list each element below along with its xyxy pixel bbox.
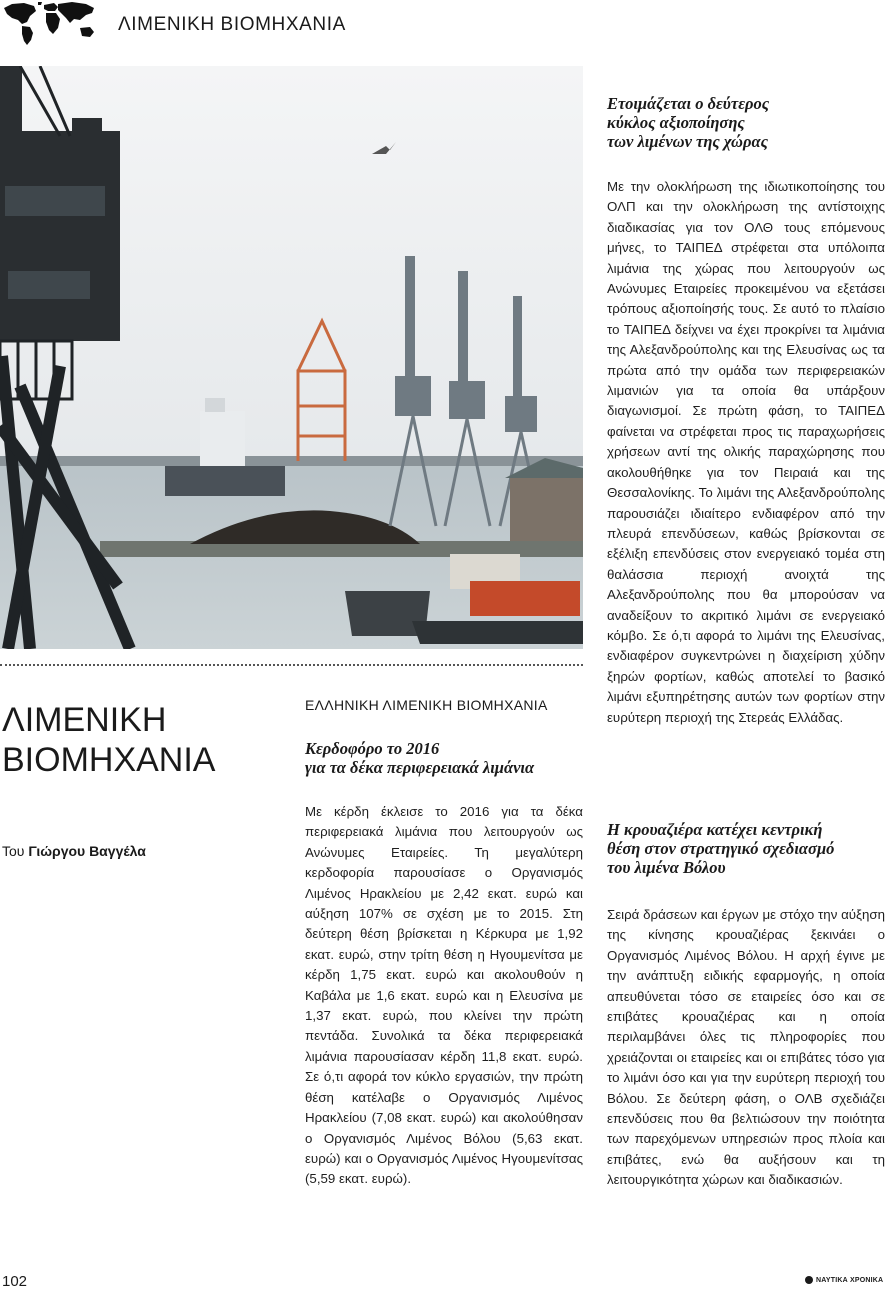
section-divider — [0, 664, 583, 666]
section-title-line1: ΛΙΜΕΝΙΚΗ — [2, 701, 167, 739]
article-body-cruise: Σειρά δράσεων και έργων με στόχο την αύξηση της κίνησης κρουαζιέρας ξεκινάει ο Οργανισμός Λιμένος Βόλου. Η αρχή έγινε με την ανάπτυξη ειδικής εφαρμογής, η οποία απευθύνεται τόσο σε εταιρείες όσο και σε επιβάτες κρουαζιέρας και η οποία περιλαμβάνει όλες τις πληροφορίες που χρειάζονται οι εταιρείες και οι επιβάτες τόσο για το λιμάνι όσο και για την ευρύτερη περιοχή του Βόλου. Σε δεύτερη φάση, ο ΟΛΒ σχεδιάζει επενδύσεις που θα βελτιώσουν την ποιότητα των παρεχόμενων υπηρεσιών προς πλοία και επιβάτες, ενώ θα αυξήσουν και τη λειτουργικότητα χώρων και διαδικασιών. — [607, 907, 885, 1188]
heading-line: θέση στον στρατηγικό σχεδιασμό — [607, 839, 835, 858]
article-body-privatization: Με την ολοκλήρωση της ιδιωτικοποίησης του ΟΛΠ και την ολοκλήρωση της αντίστοιχης διαδικασίας για τον ΟΛΘ τους επόμενους μήνες, το ΤΑΙΠΕΔ στρέφεται στα υπόλοιπα λιμάνια της χώρας που λειτουργούν ως Ανώνυμες Εταιρείες προκειμένου να εξετάσει τρόπους αξιοποίησής τους. Σε αυτό το πλαίσιο το ΤΑΙΠΕΔ δείχνει να έχει προκρίνει τα λιμάνια της Αλεξανδρούπολης και της Ελευσίνας ως τα πρώτα από την ομάδα των περιφερειακών λιμανιών για τα οποία θα υπάρξουν διαγωνισμοί. Σε πρώτη φάση, το ΤΑΙΠΕΔ φαίνεται να στρέφεται προς τις παραχωρήσεις χρήσεων αντί της ολικής παραχώρησης που ακολουθήθηκε για τον Πειραιά και της Θεσσαλονίκης. Το λιμάνι της Αλεξανδρούπολης παρουσιάζει ιδιαίτερο ενδιαφέρον από την πλευρά επενδύσεων, καθώς βρίσκονται σε εξέλιξη επενδύσεις στον ενεργειακό τομέα στη θαλάσσια περιοχή ανοιχτά της Αλεξανδρούπολης που θα μπορούσαν να αναδείξουν το ακριτικό λιμάνι σε ενεργειακό κόμβο. Σε ό,τι αφορά το λιμάνι της Ελευσίνας, ενδιαφέρον συγκεντρώνει η διαχείριση χύδην ξηρών φορτίων, καθώς αποτελεί το βασικό λιμάνι εξυπηρέτησης αυτών των φορτίων στην ευρύτερη περιοχή της Στερεάς Ελλάδας. — [607, 179, 885, 725]
heading-line: Η κρουαζιέρα κατέχει κεντρική — [607, 820, 823, 839]
heading-line: Κερδοφόρο το 2016 — [305, 739, 440, 758]
brand-name: ΝΑΥΤΙΚΑ ΧΡΟΝΙΚΑ — [816, 1276, 884, 1284]
heading-line: του λιμένα Βόλου — [607, 858, 726, 877]
heading-line: κύκλος αξιοποίησης — [607, 113, 745, 132]
byline-prefix: Του — [2, 843, 25, 859]
article-heading-privatization — [607, 94, 885, 151]
brand-logo-icon — [805, 1276, 813, 1284]
footer-brand — [805, 1276, 883, 1284]
section-title — [2, 700, 215, 780]
header-section-title: ΛΙΜΕΝΙΚΗ ΒΙΟΜΗΧΑΝΙΑ — [118, 14, 346, 35]
column-label: ΕΛΛΗΝΙΚΗ ΛΙΜΕΝΙΚΗ ΒΙΟΜΗΧΑΝΙΑ — [305, 697, 548, 713]
article-body-profits: Με κέρδη έκλεισε το 2016 για τα δέκα περιφερειακά λιμάνια που λειτουργούν ως Ανώνυμες Εταιρείες. Τη μεγαλύτερη κερδοφορία παρουσίασε ο Οργανισμός Λιμένος Ηρακλείου με 2,42 εκατ. ευρώ και αύξηση 107% σε σχέση με το 2015. Στη δεύτερη θέση βρίσκεται η Κέρκυρα με 1,92 εκατ. ευρώ, στην τρίτη θέση η Ηγουμενίτσα με κέρδη 1,75 εκατ. ευρώ και ακολουθούν η Καβάλα με 1,6 εκατ. ευρώ και η Ελευσίνα με 1,37 εκατ. ευρώ, που κλείνει την πρώτη πεντάδα. Συνολικά τα δέκα περιφερειακά λιμάνια παρουσίασαν κέρδη 11,8 εκατ. ευρώ. Σε ό,τι αφορά τον κύκλο εργασιών, την πρώτη θέση κατέλαβε ο Οργανισμός Λιμένος Ηρακλείου (7,08 εκατ. ευρώ) και ακολούθησαν ο Οργανισμός Λιμένος Βόλου (5,63 εκατ. ευρώ) και ο Οργανισμός Λιμένος Ηγουμενίτσας (5,59 εκατ. ευρώ). — [305, 804, 583, 1187]
port-cranes-photo — [0, 66, 583, 649]
page-number: 102 — [2, 1273, 28, 1290]
article-heading-cruise — [607, 820, 885, 877]
heading-line: των λιμένων της χώρας — [607, 132, 768, 151]
article-heading-profits — [305, 739, 583, 777]
heading-line: Ετοιμάζεται ο δεύτερος — [607, 94, 770, 113]
section-title-line2: ΒΙΟΜΗΧΑΝΙΑ — [2, 741, 216, 779]
world-map-icon — [0, 0, 98, 46]
byline-author: Γιώργου Βαγγέλα — [28, 843, 146, 859]
heading-line: για τα δέκα περιφερειακά λιμάνια — [305, 758, 535, 777]
byline — [2, 843, 146, 859]
